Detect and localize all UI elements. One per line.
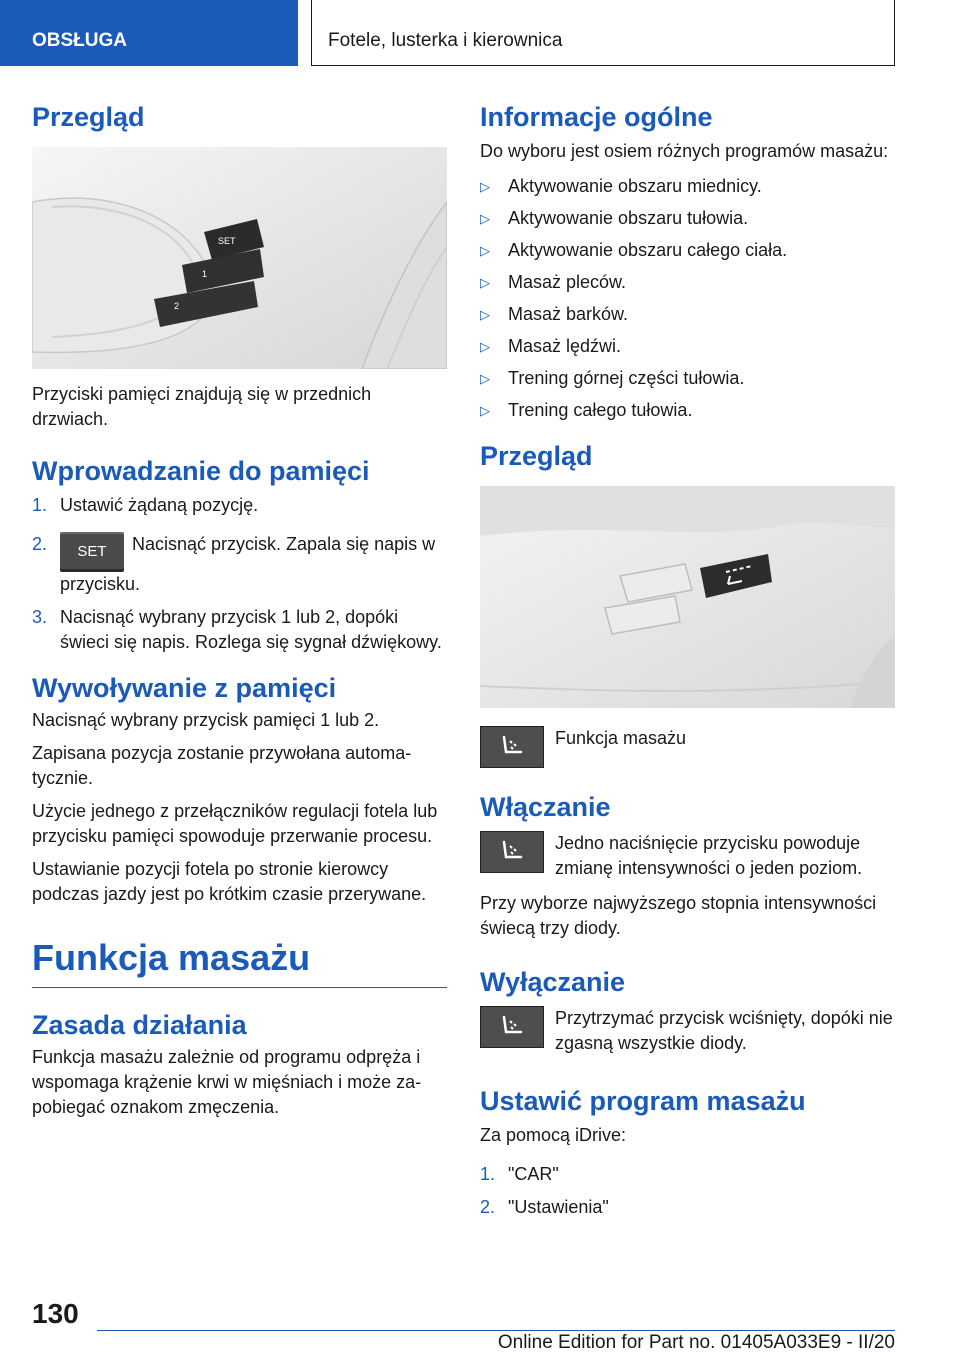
- heading-wylaczanie: Wyłączanie: [480, 967, 626, 997]
- paragraph: Funkcja masażu zależnie od programu odpręża i wspomaga krążenie krwi w mięśniach i może zapobiegać oznakom zmęczenia.: [32, 1047, 422, 1117]
- heading-wywolywanie: Wywoływanie z pamięci: [32, 673, 337, 703]
- triangle-bullet-icon: ▷: [480, 243, 490, 258]
- wylaczanie-row: [480, 1006, 895, 1056]
- triangle-bullet-icon: ▷: [480, 339, 490, 354]
- icon-caption: Funkcja masażu: [555, 728, 687, 748]
- list-item: 2. "Ustawienia": [480, 1197, 609, 1217]
- massage-seat-icon: [480, 1006, 544, 1048]
- memory-key-2-label: 2: [174, 301, 180, 311]
- list-item: ▷ Masaż lędźwi.: [480, 334, 895, 359]
- triangle-bullet-icon: ▷: [480, 307, 490, 322]
- list-item: 1. Ustawić żądaną pozycję.: [32, 495, 259, 515]
- memory-key-1-label: 1: [202, 269, 208, 279]
- heading-funkcja-masazu: Funkcja masażu: [32, 937, 447, 988]
- wlaczanie-row: [480, 831, 895, 881]
- footer-divider: [97, 1330, 895, 1331]
- triangle-bullet-icon: ▷: [480, 371, 490, 386]
- paragraph: Za pomocą iDrive:: [480, 1125, 627, 1145]
- set-key-label: SET: [218, 236, 236, 246]
- paragraph: Przytrzymać przycisk wciśnięty, dopóki nie zgasną wszystkie diody.: [555, 1008, 893, 1053]
- right-column: [480, 100, 895, 1228]
- seat-side-panel-illustration: [480, 486, 895, 708]
- heading-wlaczanie: Włączanie: [480, 792, 611, 822]
- list-item: ▷ Aktywowanie obszaru całego ciała.: [480, 238, 895, 263]
- heading-informacje: Informacje ogólne: [480, 102, 713, 132]
- door-panel-illustration: [32, 147, 447, 369]
- paragraph: Zapisana pozycja zostanie przywołana automatycznie.: [32, 743, 412, 788]
- triangle-bullet-icon: ▷: [480, 275, 490, 290]
- massage-button-figure: [480, 486, 895, 708]
- store-steps-list: [32, 493, 447, 655]
- chapter-title: Fotele, lusterka i kierownica: [311, 0, 895, 66]
- paragraph: Nacisnąć wybrany przycisk pamięci 1 lub 2.: [32, 710, 380, 730]
- list-item: 3. Nacisnąć wybrany przycisk 1 lub 2, dopóki świeci się napis. Rozlega się sygnał dźwiękowy.: [32, 607, 442, 652]
- list-item: 1. "CAR": [480, 1164, 559, 1184]
- triangle-bullet-icon: ▷: [480, 403, 490, 418]
- massage-seat-icon: [480, 831, 544, 873]
- set-button-icon: SET: [60, 532, 124, 572]
- list-item: ▷ Masaż pleców.: [480, 270, 895, 295]
- page-number: 130: [32, 1298, 79, 1329]
- paragraph: Użycie jednego z przełączników regulacji fotela lub przycisku pamięci spowoduje przerwanie procesu.: [32, 801, 438, 846]
- massage-seat-icon: [480, 726, 544, 768]
- page-header: [0, 0, 960, 66]
- heading-przeglad-2: Przegląd: [480, 441, 593, 471]
- section-tab: OBSŁUGA: [0, 0, 298, 66]
- edition-note: Online Edition for Part no. 01405A033E9 - II/20: [497, 1332, 895, 1353]
- left-column: [32, 100, 447, 1120]
- heading-wprowadzanie: Wprowadzanie do pamięci: [32, 456, 370, 486]
- idrive-steps-list: [480, 1162, 895, 1220]
- massage-function-row: [480, 726, 895, 768]
- list-item: ▷ Aktywowanie obszaru miednicy.: [480, 174, 895, 199]
- programs-list: [480, 174, 895, 423]
- figure-caption: Przyciski pamięci znajdują się w przednich drzwiach.: [32, 384, 372, 429]
- paragraph: Ustawianie pozycji fotela po stronie kierowcy podczas jazdy jest po krótkim czasie przerywane.: [32, 859, 427, 904]
- paragraph: Jedno naciśnięcie przycisku powoduje zmianę intensywności o jeden poziom.: [555, 833, 863, 878]
- triangle-bullet-icon: ▷: [480, 211, 490, 226]
- heading-ustawic-program: Ustawić program masażu: [480, 1086, 806, 1116]
- paragraph: Przy wyborze najwyższego stopnia intensywności świecą trzy diody.: [480, 893, 877, 938]
- memory-buttons-figure: [32, 147, 447, 369]
- list-item: ▷ Trening górnej części tułowia.: [480, 366, 895, 391]
- list-item: 2. SET Nacisnąć przycisk. Zapala się napis w przycisku.: [32, 534, 436, 594]
- heading-zasada: Zasada działania: [32, 1010, 247, 1040]
- paragraph: Do wyboru jest osiem różnych programów masażu:: [480, 141, 889, 161]
- list-item: ▷ Aktywowanie obszaru tułowia.: [480, 206, 895, 231]
- triangle-bullet-icon: ▷: [480, 179, 490, 194]
- list-item: ▷ Masaż barków.: [480, 302, 895, 327]
- heading-przeglad: Przegląd: [32, 102, 145, 132]
- list-item: ▷ Trening całego tułowia.: [480, 398, 895, 423]
